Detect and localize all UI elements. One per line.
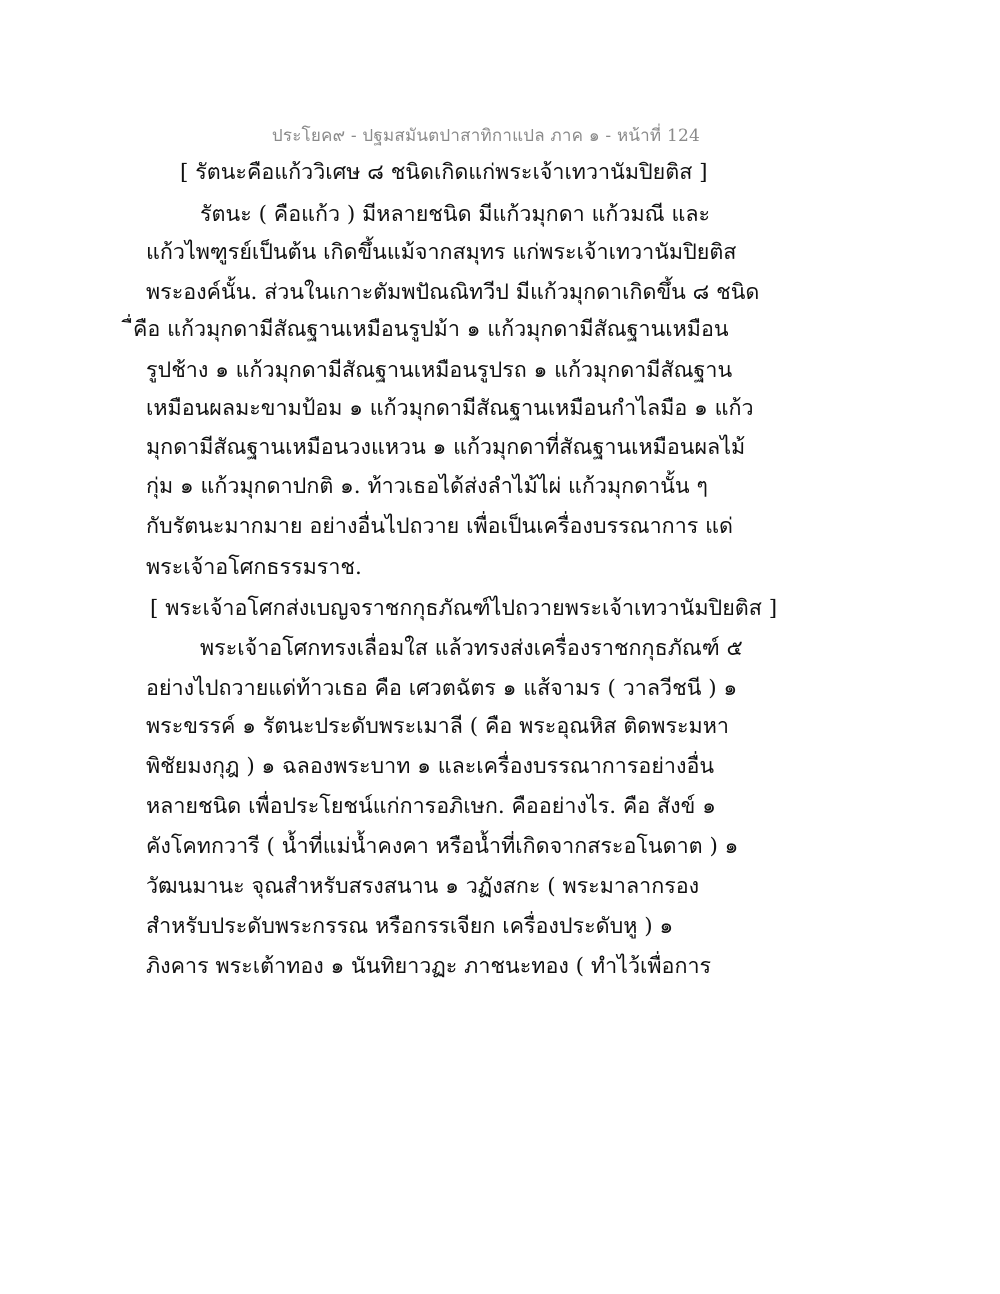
text-line: กุ่ม ๑ แก้วมุกดาปกติ ๑. ท้าวเธอได้ส่งลำไม้ไผ่ แก้วมุกดานั้น ๆ [146, 474, 708, 499]
text-line: กับรัตนะมากมาย อย่างอื่นไปถวาย เพื่อเป็นเครื่องบรรณาการ แด่ [146, 514, 733, 539]
text-line: ภิงคาร พระเต้าทอง ๑ นันทิยาวฏะ ภาชนะทอง ( ทำไว้เพื่อการ [146, 954, 712, 979]
section-heading: [ พระเจ้าอโศกส่งเบญจราชกกุธภัณฑ์ไปถวายพระเจ้าเทวานัมปิยติส ] [150, 596, 778, 621]
text-line: สำหรับประดับพระกรรณ หรือกรรเจียก เครื่องประดับหู ) ๑ [146, 914, 674, 939]
page-header: ประโยค๙ - ปฐมสมันตปาสาทิกาแปล ภาค ๑ - หน้าที่ 124 [271, 126, 700, 146]
section-heading: [ รัตนะคือแก้ววิเศษ ๘ ชนิดเกิดแก่พระเจ้าเทวานัมปิยติส ] [180, 160, 708, 185]
text-line: พระองค์นั้น. ส่วนในเกาะตัมพปัณณิทวีป มีแก้วมุกดาเกิดขึ้น ๘ ชนิด [146, 280, 760, 305]
text-line: พระเจ้าอโศกทรงเลื่อมใส แล้วทรงส่งเครื่องราชกกุธภัณฑ์ ๕ [200, 636, 743, 661]
text-line: ื่คือ แก้วมุกดามีสัณฐานเหมือนรูปม้า ๑ แก้วมุกดามีสัณฐานเหมือน [133, 317, 729, 342]
text-line: รัตนะ ( คือแก้ว ) มีหลายชนิด มีแก้วมุกดา แก้วมณี และ [200, 202, 711, 227]
text-line: คังโคทกวารี ( น้ำที่แม่น้ำคงคา หรือน้ำที่เกิดจากสระอโนดาต ) ๑ [146, 834, 739, 859]
text-line: แก้วไพฑูรย์เป็นต้น เกิดขึ้นแม้จากสมุทร แก่พระเจ้าเทวานัมปิยติส [146, 240, 737, 265]
text-line: วัฒนมานะ จุณสำหรับสรงสนาน ๑ วฏังสกะ ( พระมาลากรอง [146, 874, 700, 899]
text-line: มุกดามีสัณฐานเหมือนวงแหวน ๑ แก้วมุกดาที่สัณฐานเหมือนผลไม้ [146, 435, 746, 460]
text-line: พระเจ้าอโศกธรรมราช. [146, 555, 362, 580]
text-line: พิชัยมงกุฎ ) ๑ ฉลองพระบาท ๑ และเครื่องบรรณาการอย่างอื่น [146, 754, 715, 779]
text-line: อย่างไปถวายแด่ท้าวเธอ คือ เศวตฉัตร ๑ แส้จามร ( วาลวีชนี ) ๑ [146, 676, 738, 701]
text-line: หลายชนิด เพื่อประโยชน์แก่การอภิเษก. คืออย่างไร. คือ สังข์ ๑ [146, 794, 716, 819]
text-line: รูปช้าง ๑ แก้วมุกดามีสัณฐานเหมือนรูปรถ ๑ แก้วมุกดามีสัณฐาน [146, 358, 733, 383]
text-line: พระขรรค์ ๑ รัตนะประดับพระเมาลี ( คือ พระอุณหิส ติดพระมหา [146, 714, 729, 739]
text-line: เหมือนผลมะขามป้อม ๑ แก้วมุกดามีสัณฐานเหมือนกำไลมือ ๑ แก้ว [146, 396, 754, 421]
